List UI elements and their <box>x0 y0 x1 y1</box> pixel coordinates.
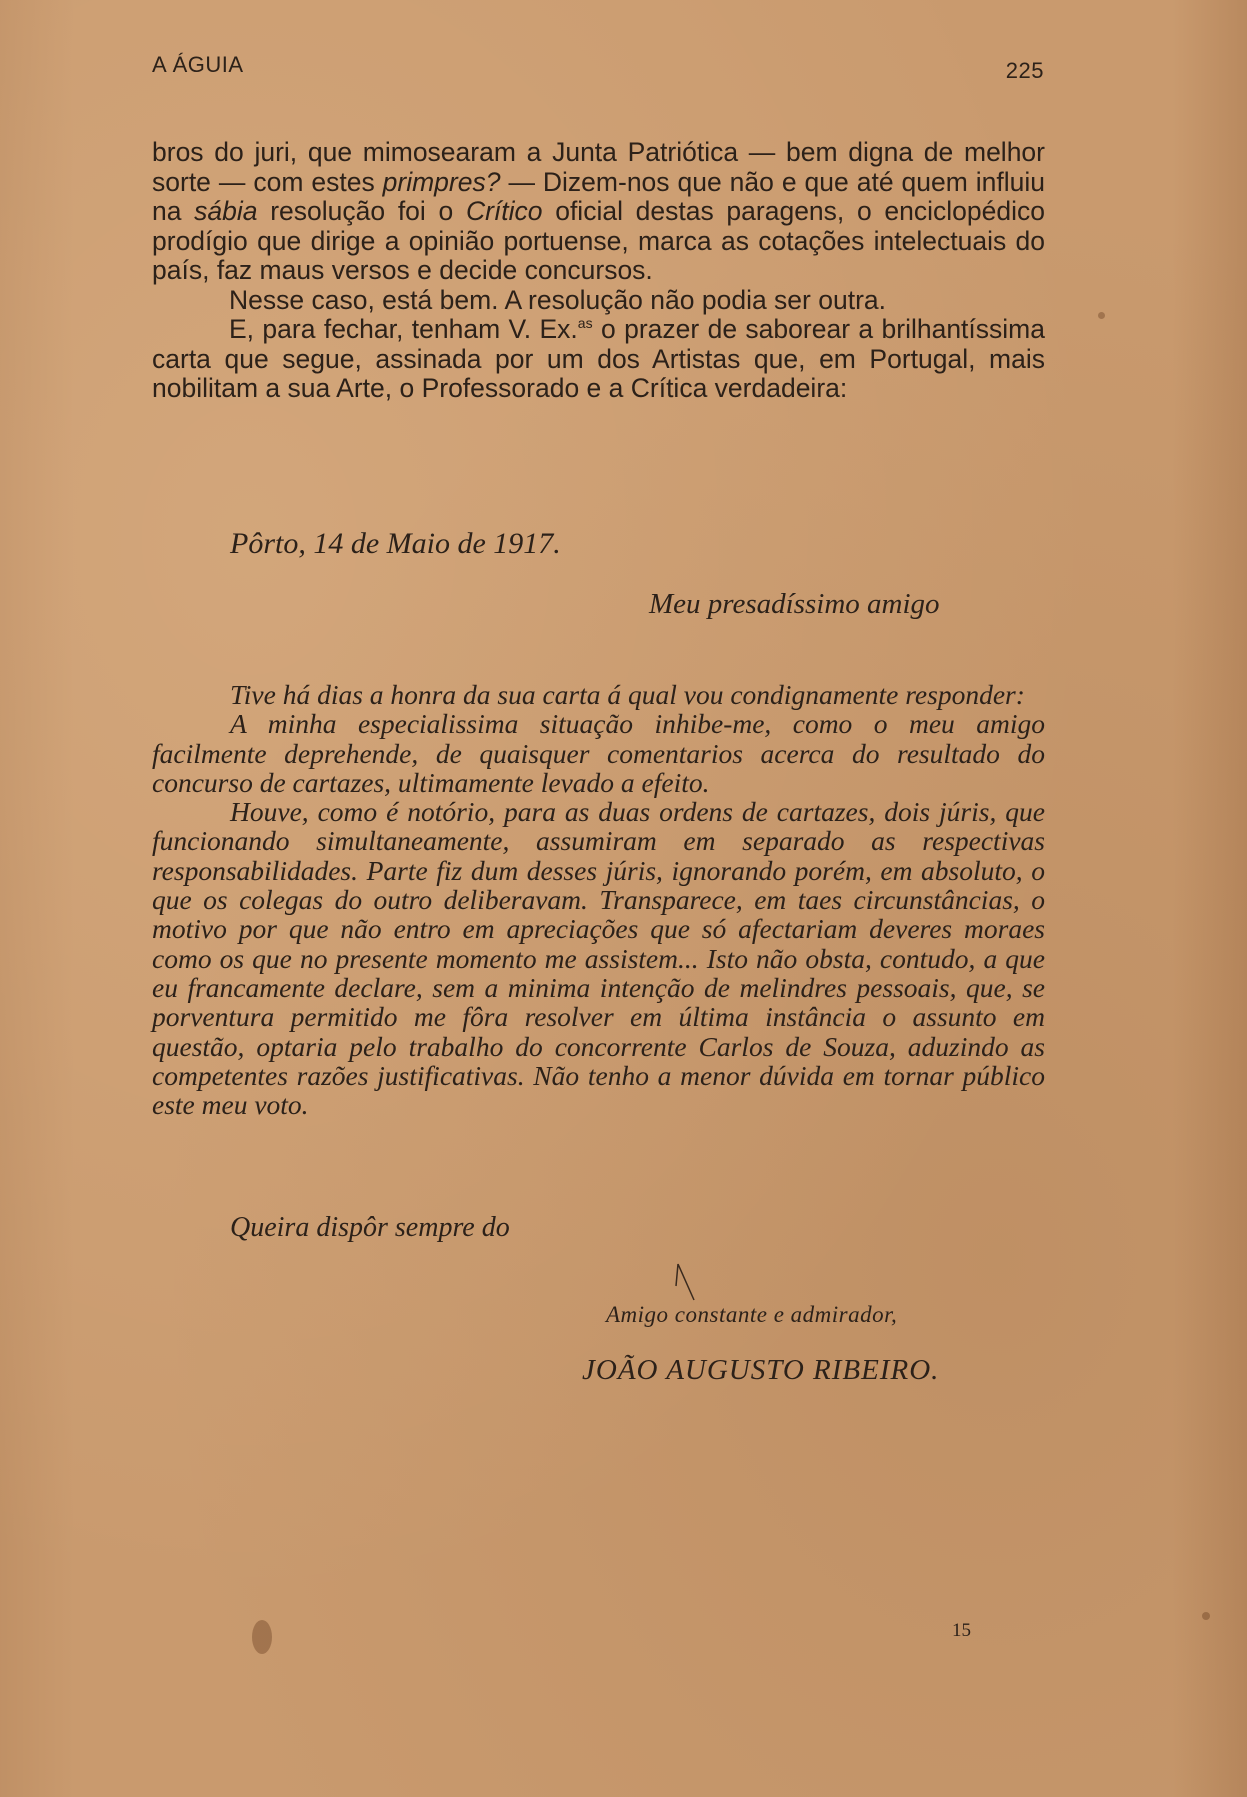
body-text-run: E, para fechar, tenham V. Ex. <box>229 314 578 344</box>
paper-stain <box>1098 312 1105 319</box>
paper-stain <box>1202 1612 1210 1620</box>
body-text-run: resolução foi o <box>257 196 466 226</box>
superscript: as <box>577 315 593 331</box>
paper-stain <box>252 1620 272 1654</box>
letter-signature: JOÃO AUGUSTO RIBEIRO. <box>582 1354 940 1386</box>
letter-paragraph: A minha especialissima situação inhibe-me, como o meu amigo facilmente deprehende, de quaisquer comentarios acerca do resultado do concurso de cartazes, ultimamente levado a efeito. <box>152 708 1045 798</box>
running-title: A ÁGUIA <box>152 52 244 77</box>
letter-date: Pôrto, 14 de Maio de 1917. <box>230 527 561 560</box>
body-text-run: bros do juri, que mimosearam a Junta Patriótica — bem digna de melhor sorte — com estes <box>152 137 1045 197</box>
body-italic-run: sábia <box>194 196 258 226</box>
body-text <box>152 138 1045 404</box>
letter-salutation: Meu presadíssimo amigo <box>649 588 940 620</box>
letter-body <box>152 680 1045 1119</box>
letter-closing: Queira dispôr sempre do <box>230 1212 510 1243</box>
body-paragraph <box>152 315 1045 404</box>
body-text-run: oficial destas paragens, o enciclopédico prodígio que dirige a opinião portuense, marca as cotações intelectuais do país, faz maus versos e decide concursos. <box>152 196 1045 285</box>
letter-paragraph: Tive há dias a honra da sua carta á qual vou condignamente responder: <box>230 679 1025 710</box>
body-paragraph: Nesse caso, está bem. A resolução não podia ser outra. <box>229 284 887 315</box>
body-paragraph <box>152 138 1045 286</box>
body-italic-run: Crítico <box>465 196 543 226</box>
letter-signoff: Amigo constante e admirador, <box>606 1302 898 1327</box>
sheet-number: 15 <box>952 1620 971 1641</box>
body-italic-run: primpres? <box>382 166 501 197</box>
letter-paragraph: Houve, como é notório, para as duas ordens de cartazes, dois júris, que funcionando simultaneamente, assumiram em separado as respectivas responsabilidades. Parte fiz dum desses júris, ignorando porém, em absoluto, o que os colegas do outro deliberavam. Transparece, em taes circunstâncias, o motivo por que não entro em apreciações que só afectariam deveres moraes como os que no presente momento me assistem... Isto não obsta, contudo, a que eu francamente declare, sem a minima intenção de melindres pessoais, que, se porventura permitido me fôra resolver em última instância o assunto em questão, optaria pelo trabalho do concorrente Carlos de Souza, aduzindo as competentes razões justificativas. Não tenho a menor dúvida em tornar público este meu voto. <box>152 796 1045 1121</box>
body-text-run: o prazer de saborear a brilhantíssima carta que segue, assinada por um dos Artistas que, em Portugal, mais nobilitam a sua Arte, o Professorado e a Crítica verdadeira: <box>152 314 1045 403</box>
body-text-run: — Dizem-nos que não e que até quem influiu na <box>152 166 1045 226</box>
pen-mark-icon <box>670 1260 700 1304</box>
page-header <box>152 52 1044 84</box>
page-number: 225 <box>1005 58 1044 83</box>
